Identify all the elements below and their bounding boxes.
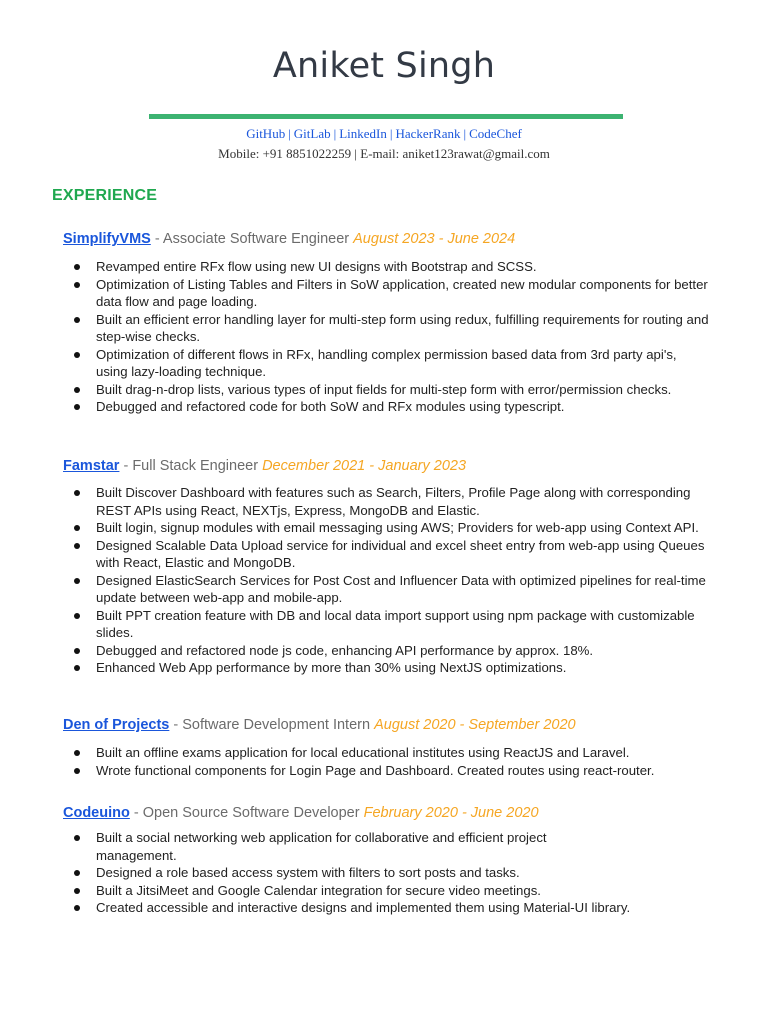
bullet-icon (74, 613, 80, 619)
list-item (70, 381, 710, 399)
bullet-text: Wrote functional components for Login Page and Dashboard. Created routes using react-router. (96, 762, 655, 778)
bullet-text: Enhanced Web App performance by more than 30% using NextJS optimizations. (96, 660, 567, 675)
bullet-icon (74, 543, 80, 549)
heading-separator: - (169, 717, 183, 733)
list-item (70, 258, 710, 276)
heading-separator: - (119, 458, 133, 474)
job-role: Full Stack Engineer (132, 458, 259, 474)
bullet-icon (74, 578, 80, 584)
job-heading (63, 231, 515, 247)
bullet-icon (74, 648, 80, 654)
linkedin-link[interactable]: LinkedIn (339, 126, 387, 141)
bullet-text: Built an offline exams application for local educational institutes using ReactJS and Laravel. (96, 745, 630, 760)
bullet-icon (74, 750, 80, 756)
list-item (70, 537, 710, 572)
bullet-text: Designed ElasticSearch Services for Post Cost and Influencer Data with optimized pipelines for real-time update between web-app and mobile-app. (96, 572, 706, 605)
list-item (70, 346, 710, 381)
list-item (70, 829, 590, 864)
list-item (70, 311, 710, 346)
codechef-link[interactable]: CodeChef (469, 126, 522, 141)
bullet-text: Created accessible and interactive designs and implemented them using Material-UI library. (96, 900, 631, 915)
bullet-icon (74, 888, 80, 894)
list-item (70, 864, 710, 882)
section-title-experience: EXPERIENCE (52, 187, 158, 204)
profile-links (0, 126, 768, 142)
bullet-text: Built login, signup modules with email messaging using AWS; Providers for web-app using Context API. (96, 520, 699, 535)
job-bullets (70, 864, 710, 917)
bullet-text: Built an efficient error handling layer for multi-step form using redux, fulfilling requirements for routing and step-wise checks. (96, 311, 709, 344)
bullet-text: Built PPT creation feature with DB and local data import support using npm package with customizable slides. (96, 607, 695, 640)
resume-name: Aniket Singh (272, 46, 496, 86)
bullet-text: Debugged and refactored node js code, enhancing API performance by approx. 18%. (96, 642, 594, 658)
bullet-icon (74, 525, 80, 531)
bullet-text: Designed a role based access system with filters to sort posts and tasks. (96, 865, 520, 880)
job-bullets (70, 484, 710, 677)
hackerrank-link[interactable]: HackerRank (395, 126, 461, 141)
bullet-icon (74, 490, 80, 496)
list-item (70, 882, 710, 900)
bullet-text: Optimization of different flows in RFx, handling complex permission based data from 3rd party api's, using lazy-loading technique. (96, 346, 677, 379)
bullet-icon (74, 870, 80, 876)
bullet-icon (74, 404, 80, 410)
job-role: Software Development Intern (182, 717, 371, 733)
job-heading (63, 717, 576, 733)
job-heading (63, 458, 466, 474)
job-role: Associate Software Engineer (162, 231, 350, 247)
bullet-text: Optimization of Listing Tables and Filters in SoW application, created new modular components for better data flow and page loading. (96, 276, 708, 309)
job-date: February 2020 - June 2020 (363, 805, 539, 821)
job-bullets (70, 258, 710, 416)
bullet-text: Built a social networking web application for collaborative and efficient project management. (96, 830, 547, 863)
company-link[interactable]: Codeuino (63, 805, 130, 821)
list-item (70, 744, 710, 762)
bullet-text: Revamped entire RFx flow using new UI designs with Bootstrap and SCSS. (96, 259, 537, 274)
list-item (70, 899, 710, 917)
job-bullets (70, 744, 710, 779)
bullet-icon (74, 665, 80, 671)
bullet-text: Built Discover Dashboard with features such as Search, Filters, Profile Page along with corresponding REST APIs using React, NEXTjs, Express, MongoDB and Elastic. (96, 485, 691, 518)
bullet-icon (74, 282, 80, 288)
job-role: Open Source Software Developer (142, 805, 360, 821)
link-separator: | (389, 126, 393, 141)
bullet-text: Debugged and refactored code for both SoW and RFx modules using typescript. (96, 399, 565, 414)
bullet-text: Built a JitsiMeet and Google Calendar integration for secure video meetings. (96, 882, 541, 898)
bullet-text: Designed Scalable Data Upload service for individual and excel sheet entry from web-app using Queues with React, Elastic and MongoDB. (96, 537, 705, 570)
company-link[interactable]: Den of Projects (63, 717, 170, 733)
job-date: December 2021 - January 2023 (262, 458, 467, 474)
job-date: August 2020 - September 2020 (374, 717, 576, 733)
job-date: August 2023 - June 2024 (353, 231, 516, 247)
bullet-icon (74, 352, 80, 358)
bullet-icon (74, 264, 80, 270)
list-item (70, 762, 710, 780)
bullet-icon (74, 387, 80, 393)
bullet-icon (74, 835, 80, 841)
list-item (70, 607, 710, 642)
bullet-icon (74, 317, 80, 323)
job-bullets (70, 829, 590, 864)
list-item (70, 572, 710, 607)
company-link[interactable]: Famstar (63, 458, 120, 474)
gitlab-link[interactable]: GitLab (293, 126, 331, 141)
link-separator: | (288, 126, 291, 141)
github-link[interactable]: GitHub (246, 126, 286, 141)
list-item (70, 519, 710, 537)
bullet-icon (74, 768, 80, 774)
list-item (70, 276, 710, 311)
heading-separator: - (150, 231, 163, 247)
list-item (70, 659, 710, 677)
heading-separator: - (129, 805, 143, 821)
bullet-icon (74, 905, 80, 911)
bullet-text: Built drag-n-drop lists, various types of input fields for multi-step form with error/permission checks. (96, 381, 672, 397)
list-item (70, 398, 710, 416)
link-separator: | (463, 126, 467, 141)
company-link[interactable]: SimplifyVMS (63, 231, 151, 247)
job-heading (63, 805, 539, 821)
link-separator: | (333, 126, 337, 141)
contact-info: Mobile: +91 8851022259 | E-mail: aniket123rawat@gmail.com (218, 146, 550, 161)
header-divider (149, 114, 623, 119)
list-item (70, 484, 710, 519)
list-item (70, 642, 710, 660)
